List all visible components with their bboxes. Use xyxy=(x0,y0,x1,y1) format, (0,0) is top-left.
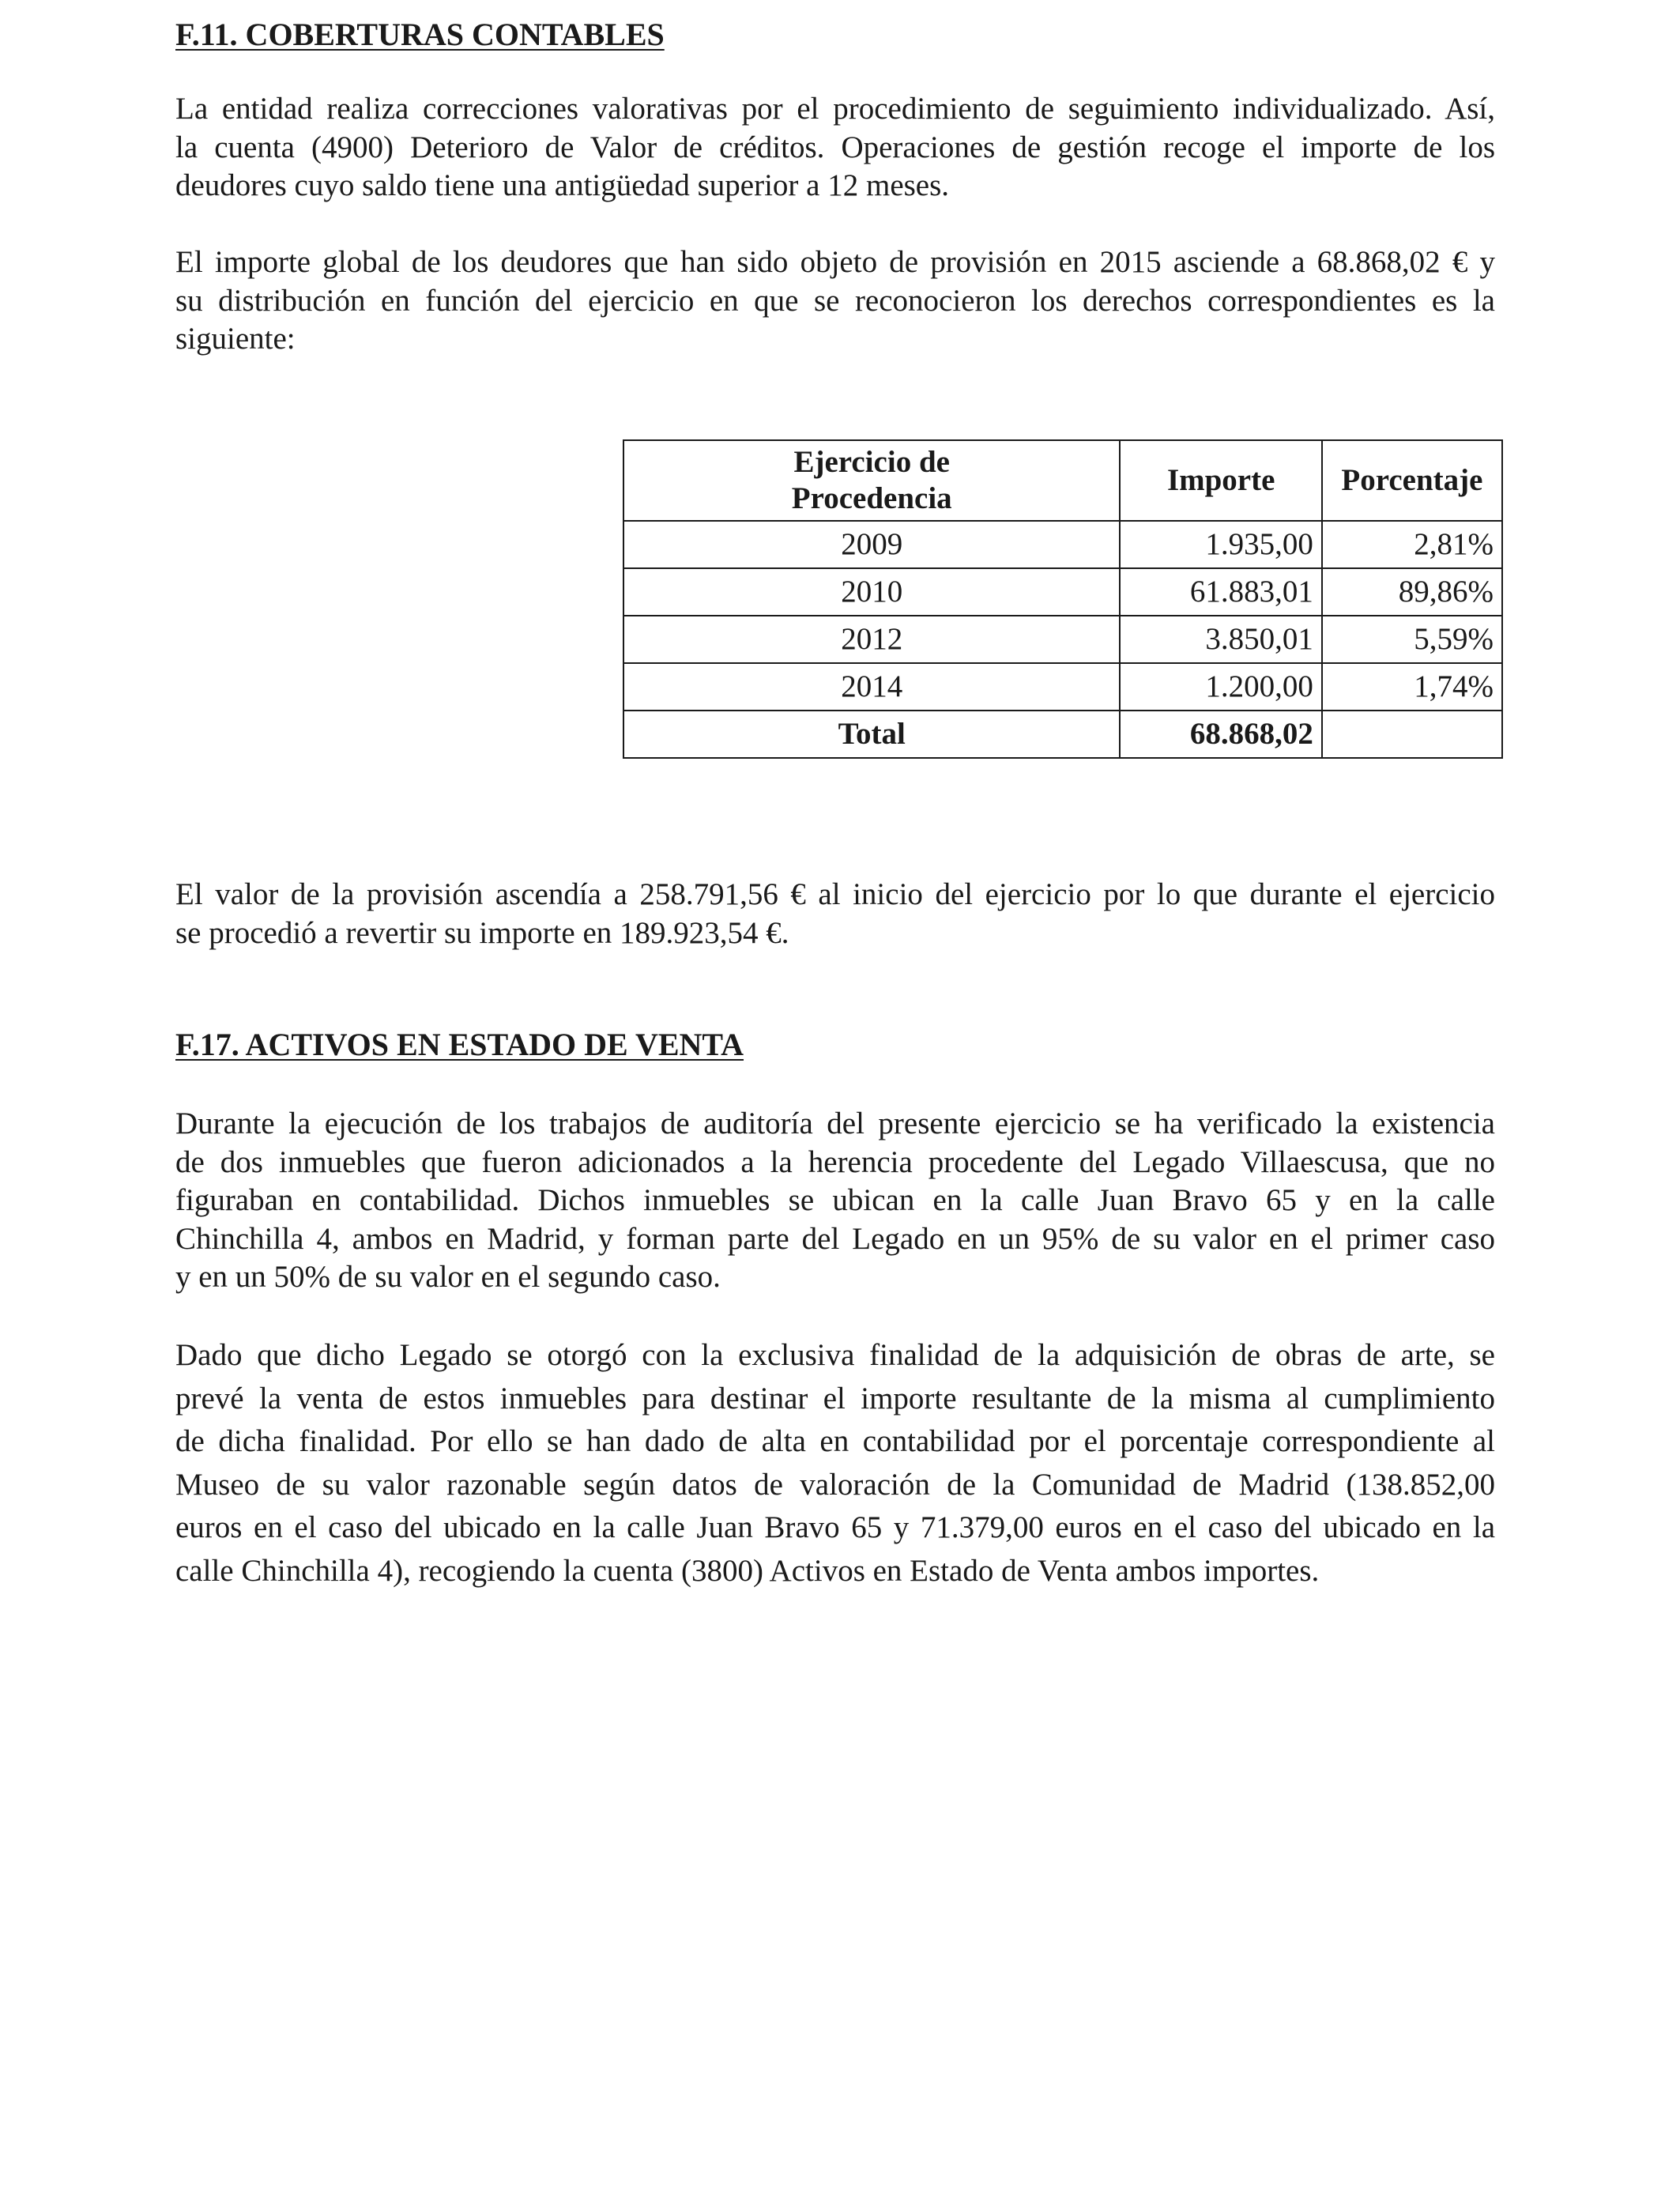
text-line: de dicha finalidad. Por ello se han dado de alta en contabilidad por el porcentaje correspondiente al xyxy=(175,1424,1495,1458)
text-line: calle Chinchilla 4), recogiendo la cuenta (3800) Activos en Estado de Venta ambos importes. xyxy=(175,1553,1320,1588)
text-line: y en un 50% de su valor en el segundo caso. xyxy=(175,1260,721,1294)
paragraph-f11-importe xyxy=(175,243,1495,359)
cell-importe: 3.850,01 xyxy=(1120,616,1321,663)
table-row xyxy=(623,616,1502,663)
table-row xyxy=(623,521,1502,568)
table-row xyxy=(623,663,1502,711)
cell-importe: 1.200,00 xyxy=(1120,663,1321,711)
cell-porcentaje: 1,74% xyxy=(1322,663,1502,711)
cell-importe: 61.883,01 xyxy=(1120,568,1321,616)
cell-total-porcentaje xyxy=(1322,711,1502,758)
column-header-ejercicio: Ejercicio de Procedencia xyxy=(623,440,1120,521)
section-heading-f17: F.17. ACTIVOS EN ESTADO DE VENTA xyxy=(175,1027,744,1062)
text-line: El valor de la provisión ascendía a 258.791,56 € al inicio del ejercicio por lo que durante el ejercicio xyxy=(175,877,1495,911)
cell-year: 2010 xyxy=(623,568,1120,616)
text-line: Dado que dicho Legado se otorgó con la exclusiva finalidad de la adquisición de obras de arte, se xyxy=(175,1338,1495,1372)
text-line: la cuenta (4900) Deterioro de Valor de créditos. Operaciones de gestión recoge el importe de los xyxy=(175,130,1495,164)
table-total-row xyxy=(623,711,1502,758)
cell-year: 2012 xyxy=(623,616,1120,663)
cell-total-label: Total xyxy=(623,711,1120,758)
text-line: euros en el caso del ubicado en la calle Juan Bravo 65 y 71.379,00 euros en el caso del ubicado en la xyxy=(175,1510,1495,1544)
column-header-porcentaje: Porcentaje xyxy=(1322,440,1502,521)
column-header-importe: Importe xyxy=(1120,440,1321,521)
table-header-row xyxy=(623,440,1502,521)
text-line: su distribución en función del ejercicio en que se reconocieron los derechos correspondientes es la xyxy=(175,283,1495,318)
cell-porcentaje: 89,86% xyxy=(1322,568,1502,616)
paragraph-f11-intro xyxy=(175,90,1495,205)
text-line: deudores cuyo saldo tiene una antigüedad superior a 12 meses. xyxy=(175,168,950,202)
text-line: El importe global de los deudores que han sido objeto de provisión en 2015 asciende a 68.868,02 € y xyxy=(175,245,1495,279)
cell-year: 2009 xyxy=(623,521,1120,568)
section-heading-f11: F.11. COBERTURAS CONTABLES xyxy=(175,17,665,52)
cell-porcentaje: 5,59% xyxy=(1322,616,1502,663)
paragraph-f11-provision xyxy=(175,876,1495,952)
provision-table xyxy=(623,439,1503,759)
text-line: prevé la venta de estos inmuebles para destinar el importe resultante de la misma al cumplimiento xyxy=(175,1381,1495,1416)
paragraph-f17-legado xyxy=(175,1334,1495,1593)
text-line: Museo de su valor razonable según datos de valoración de la Comunidad de Madrid (138.852,00 xyxy=(175,1467,1495,1502)
text-line: de dos inmuebles que fueron adicionados a la herencia procedente del Legado Villaescusa, que no xyxy=(175,1144,1495,1179)
paragraph-f17-auditoria xyxy=(175,1105,1495,1297)
cell-total-importe: 68.868,02 xyxy=(1120,711,1321,758)
text-line: Durante la ejecución de los trabajos de auditoría del presente ejercicio se ha verificado la existencia xyxy=(175,1106,1495,1140)
cell-year: 2014 xyxy=(623,663,1120,711)
cell-porcentaje: 2,81% xyxy=(1322,521,1502,568)
text-line: siguiente: xyxy=(175,322,296,356)
cell-importe: 1.935,00 xyxy=(1120,521,1321,568)
text-line: Chinchilla 4, ambos en Madrid, y forman parte del Legado en un 95% de su valor en el primer caso xyxy=(175,1221,1495,1256)
text-line: se procedió a revertir su importe en 189.923,54 €. xyxy=(175,915,789,950)
text-line: figuraban en contabilidad. Dichos inmuebles se ubican en la calle Juan Bravo 65 y en la calle xyxy=(175,1183,1495,1217)
text-line: La entidad realiza correcciones valorativas por el procedimiento de seguimiento individualizado. Así, xyxy=(175,92,1495,126)
table-row xyxy=(623,568,1502,616)
